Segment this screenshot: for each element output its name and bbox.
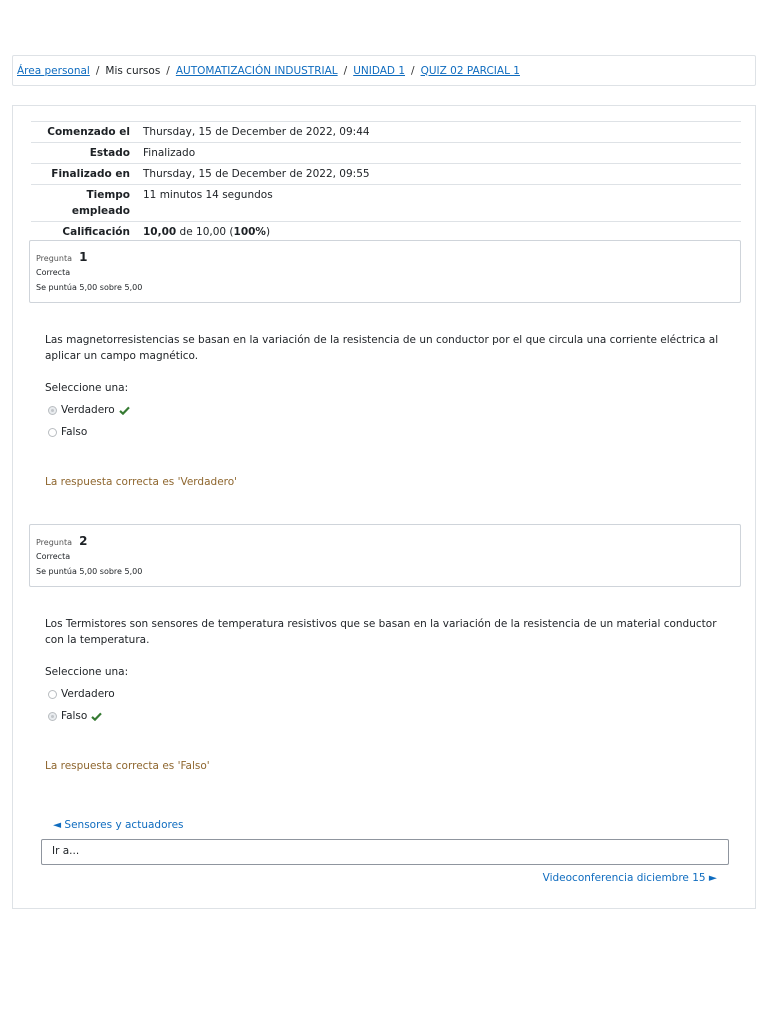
summary-row-time bbox=[31, 185, 741, 222]
grade-label: Calificación bbox=[62, 226, 130, 238]
summary-row-state bbox=[31, 143, 741, 164]
answer-label: Verdadero bbox=[61, 404, 115, 416]
question-number: 1 bbox=[79, 250, 88, 264]
breadcrumb-course[interactable]: AUTOMATIZACIÓN INDUSTRIAL bbox=[175, 64, 338, 77]
question-2-content bbox=[45, 616, 735, 727]
answer-label: Verdadero bbox=[61, 688, 115, 700]
question-state: Correcta bbox=[36, 552, 71, 561]
question-grade: Se puntúa 5,00 sobre 5,00 bbox=[36, 283, 143, 292]
answer-radio[interactable] bbox=[48, 428, 57, 437]
state-value: Finalizado bbox=[143, 147, 196, 159]
question-prompt: Seleccione una: bbox=[45, 382, 129, 394]
answer-radio[interactable] bbox=[48, 690, 57, 699]
attempt-summary-table bbox=[31, 121, 741, 243]
answer-option bbox=[45, 683, 735, 705]
breadcrumb-separator: / bbox=[166, 64, 170, 77]
summary-row-finished bbox=[31, 164, 741, 185]
question-label: Pregunta bbox=[36, 538, 72, 547]
state-label: Estado bbox=[89, 147, 130, 159]
question-1-content bbox=[45, 332, 735, 443]
answer-label: Falso bbox=[61, 710, 88, 722]
question-1-info bbox=[29, 240, 741, 303]
prev-activity-link[interactable]: ◄ Sensores y actuadores bbox=[53, 819, 184, 831]
breadcrumb-mis-cursos: Mis cursos bbox=[105, 64, 161, 77]
question-text: Los Termistores son sensores de temperatura resistivos que se basan en la variación de la resistencia de un material conductor con la temperatura. bbox=[45, 618, 717, 646]
answer-option bbox=[45, 399, 735, 421]
breadcrumb-separator: / bbox=[95, 64, 100, 77]
time-label bbox=[31, 185, 141, 222]
question-number: 2 bbox=[79, 534, 88, 548]
answer-label: Falso bbox=[61, 426, 88, 438]
answer-option bbox=[45, 421, 735, 443]
breadcrumb bbox=[12, 55, 756, 86]
answer-radio[interactable] bbox=[48, 406, 57, 415]
grade-score: 10,00 bbox=[143, 226, 177, 238]
jump-to-select[interactable]: Ir a... bbox=[41, 839, 729, 865]
question-prompt: Seleccione una: bbox=[45, 666, 129, 678]
started-value: Thursday, 15 de December de 2022, 09:44 bbox=[143, 126, 370, 138]
quiz-review-card bbox=[12, 105, 756, 909]
answer-option bbox=[45, 705, 735, 727]
time-label-line1: Tiempo bbox=[86, 189, 130, 201]
breadcrumb-separator: / bbox=[411, 64, 415, 77]
breadcrumb-area-personal[interactable]: Área personal bbox=[17, 64, 90, 77]
grade-close: ) bbox=[265, 226, 271, 238]
finished-label: Finalizado en bbox=[51, 168, 130, 180]
next-activity-link[interactable]: Videoconferencia diciembre 15 ► bbox=[542, 872, 717, 884]
started-label: Comenzado el bbox=[47, 126, 130, 138]
finished-value: Thursday, 15 de December de 2022, 09:55 bbox=[143, 168, 370, 180]
breadcrumb-unit[interactable]: UNIDAD 1 bbox=[353, 64, 406, 77]
grade-of: de 10,00 ( bbox=[176, 226, 234, 238]
time-label-line2: empleado bbox=[71, 205, 130, 217]
question-grade: Se puntúa 5,00 sobre 5,00 bbox=[36, 567, 143, 576]
breadcrumb-separator: / bbox=[343, 64, 348, 77]
question-text: Las magnetorresistencias se basan en la variación de la resistencia de un conductor por el que circula una corriente eléctrica al aplicar un campo magnético. bbox=[45, 334, 719, 362]
question-label: Pregunta bbox=[36, 254, 72, 263]
question-2-info bbox=[29, 524, 741, 587]
summary-row-started bbox=[31, 122, 741, 143]
answer-radio[interactable] bbox=[48, 712, 57, 721]
breadcrumb-quiz[interactable]: QUIZ 02 PARCIAL 1 bbox=[420, 64, 520, 77]
question-1-right-answer: La respuesta correcta es 'Verdadero' bbox=[45, 476, 238, 488]
time-value: 11 minutos 14 segundos bbox=[143, 189, 273, 201]
check-icon bbox=[119, 406, 130, 415]
question-state: Correcta bbox=[36, 268, 71, 277]
question-2-right-answer: La respuesta correcta es 'Falso' bbox=[45, 760, 210, 772]
check-icon bbox=[91, 712, 102, 721]
grade-percent: 100% bbox=[233, 226, 266, 238]
